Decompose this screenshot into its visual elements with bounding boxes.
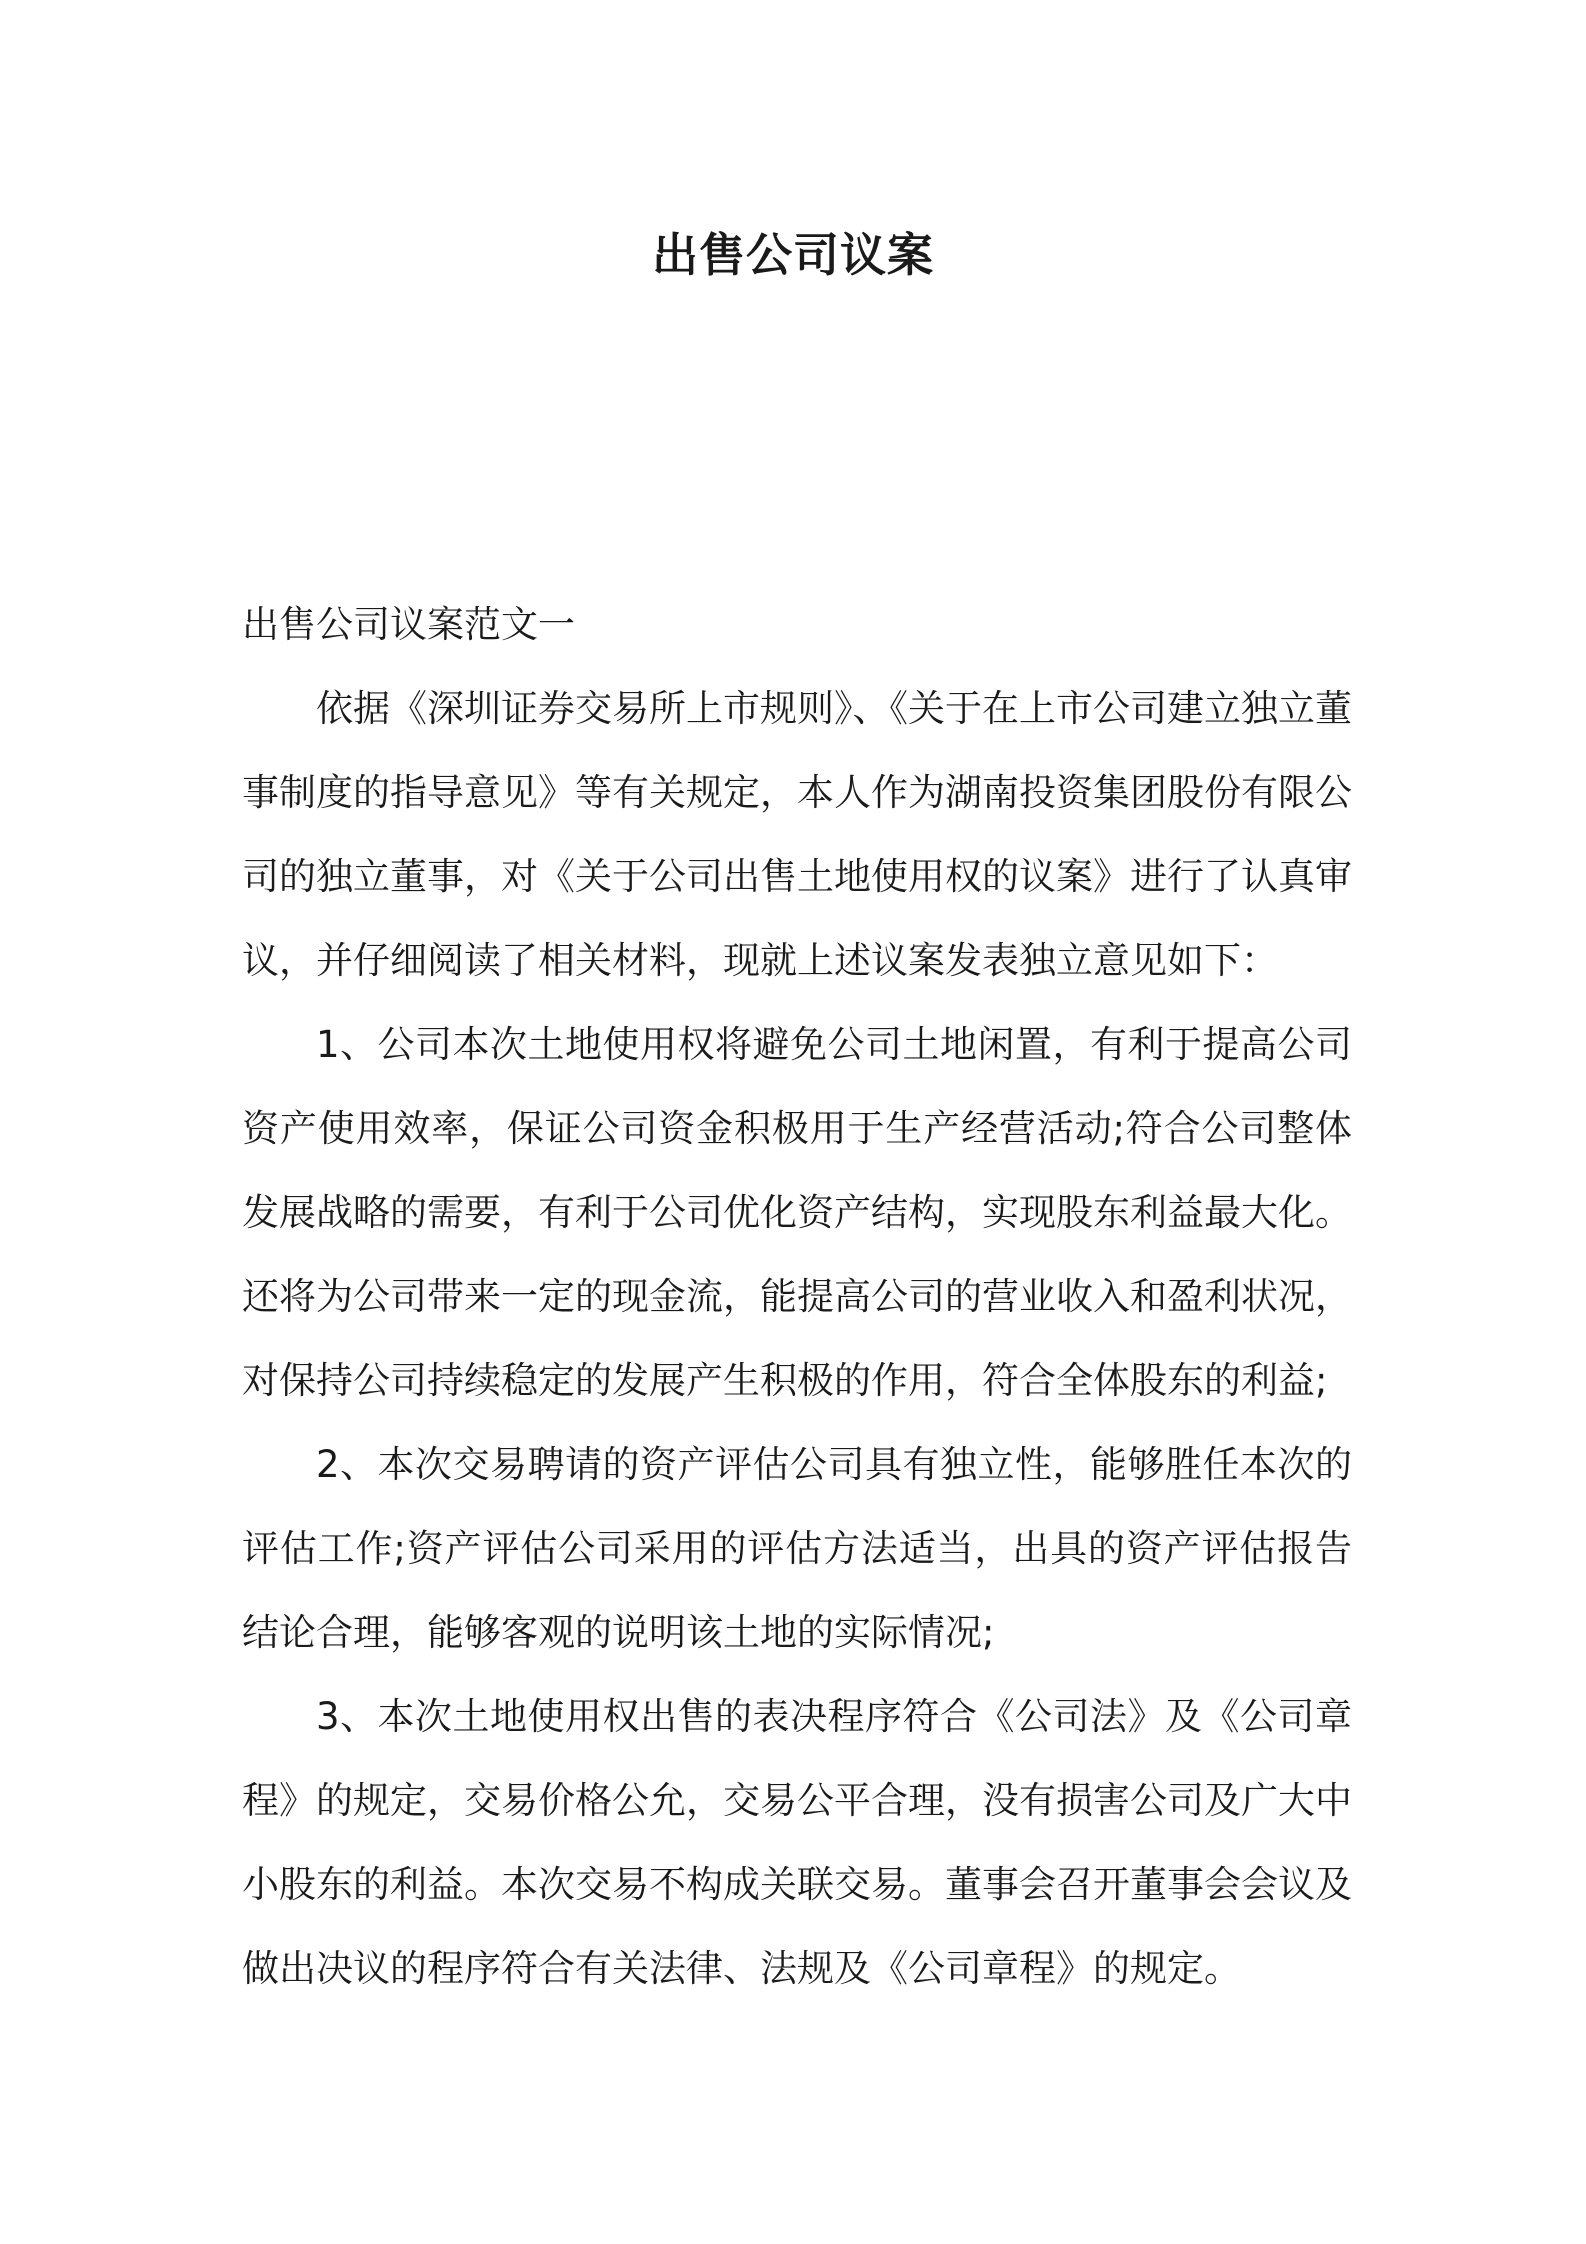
section-subtitle: 出售公司议案范文一 xyxy=(242,603,575,646)
paragraph-point-2: 2、本次交易聘请的资产评估公司具有独立性，能够胜任本次的评估工作;资产评估公司采用的评估方法适当，出具的资产评估报告结论合理，能够客观的说明该土地的实际情况; xyxy=(242,1443,1352,1654)
paragraph-point-3: 3、本次土地使用权出售的表决程序符合《公司法》及《公司章程》的规定，交易价格公允，交易公平合理，没有损害公司及广大中小股东的利益。本次交易不构成关联交易。董事会召开董事会会议及做出决议的程序符合有关法律、法规及《公司章程》的规定。 xyxy=(242,1695,1352,1990)
document-title: 出售公司议案 xyxy=(652,228,934,282)
paragraph-intro: 依据《深圳证券交易所上市规则》、《关于在上市公司建立独立董事制度的指导意见》等有关规定，本人作为湖南投资集团股份有限公司的独立董事，对《关于公司出售土地使用权的议案》进行了认真审议，并仔细阅读了相关材料，现就上述议案发表独立意见如下： xyxy=(242,687,1352,982)
document-body xyxy=(242,583,1352,2011)
paragraph-point-1: 1、公司本次土地使用权将避免公司土地闲置，有利于提高公司资产使用效率，保证公司资金积极用于生产经营活动;符合公司整体发展战略的需要，有利于公司优化资产结构，实现股东利益最大化。还将为公司带来一定的现金流，能提高公司的营业收入和盈利状况，对保持公司持续稳定的发展产生积极的作用，符合全体股东的利益; xyxy=(242,1023,1352,1402)
